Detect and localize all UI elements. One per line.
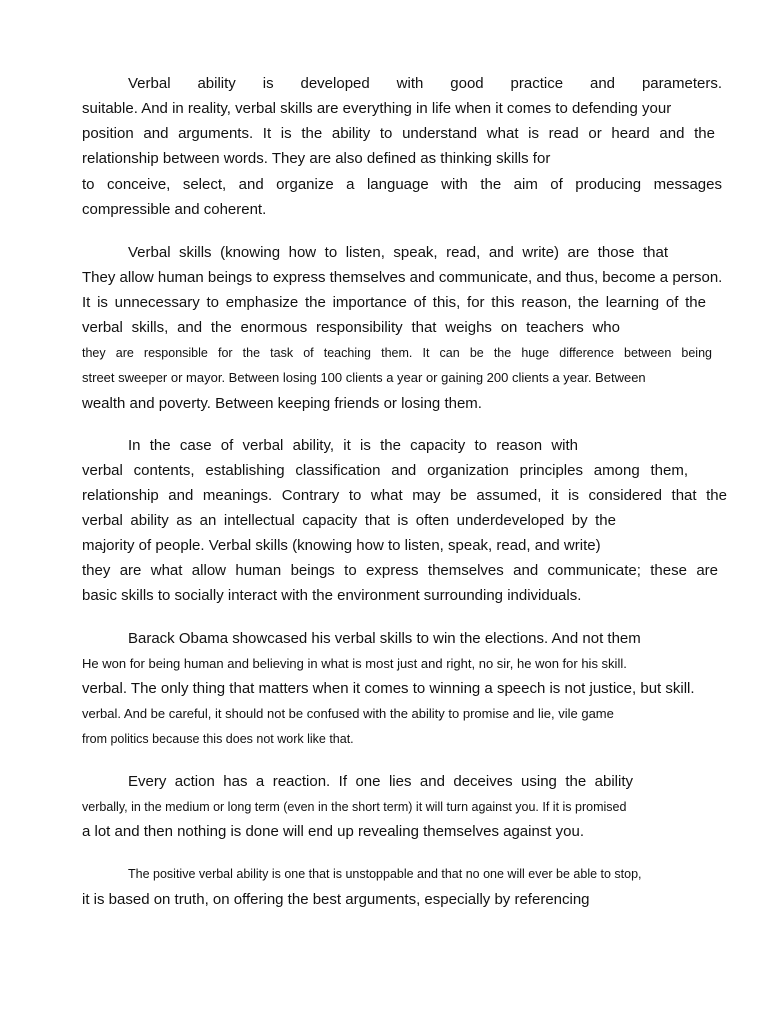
text-line: verbally, in the medium or long term (even in the short term) it will turn against you. If it is promised	[82, 800, 627, 814]
text-line: wealth and poverty. Between keeping friends or losing them.	[82, 395, 482, 412]
text-line: relationship and meanings. Contrary to what may be assumed, it is considered that the	[82, 487, 727, 504]
text-line: verbal. And be careful, it should not be confused with the ability to promise and lie, vile game	[82, 706, 614, 721]
text-line: to conceive, select, and organize a language with the aim of producing messages	[82, 176, 722, 193]
text-line: Verbal ability is developed with good practice and parameters.	[128, 75, 722, 92]
text-line: The positive verbal ability is one that is unstoppable and that no one will ever be able to stop,	[128, 867, 642, 881]
text-line: verbal ability as an intellectual capacity that is often underdeveloped by the	[82, 512, 616, 529]
text-line: verbal. The only thing that matters when it comes to winning a speech is not justice, but skill.	[82, 680, 695, 697]
text-line: position and arguments. It is the ability to understand what is read or heard and the	[82, 125, 715, 142]
text-line: they are responsible for the task of teaching them. It can be the huge difference between being	[82, 346, 712, 360]
text-line: they are what allow human beings to express themselves and communicate; these are	[82, 562, 718, 579]
text-line: Every action has a reaction. If one lies and deceives using the ability	[128, 773, 633, 790]
text-line: street sweeper or mayor. Between losing 100 clients a year or gaining 200 clients a year. Between	[82, 370, 646, 385]
text-line: verbal skills, and the enormous responsibility that weighs on teachers who	[82, 319, 620, 336]
text-line: relationship between words. They are also defined as thinking skills for	[82, 150, 551, 167]
text-line: In the case of verbal ability, it is the capacity to reason with	[128, 437, 578, 454]
text-line: a lot and then nothing is done will end up revealing themselves against you.	[82, 823, 584, 840]
text-line: compressible and coherent.	[82, 201, 267, 218]
text-line: majority of people. Verbal skills (knowing how to listen, speak, read, and write)	[82, 537, 601, 554]
text-line: They allow human beings to express themselves and communicate, and thus, become a person.	[82, 269, 723, 286]
text-line: Verbal skills (knowing how to listen, speak, read, and write) are those that	[128, 244, 668, 261]
text-line: suitable. And in reality, verbal skills are everything in life when it comes to defending your	[82, 100, 672, 117]
text-line: it is based on truth, on offering the best arguments, especially by referencing	[82, 891, 590, 908]
text-line: verbal contents, establishing classification and organization principles among them,	[82, 462, 688, 479]
text-line: He won for being human and believing in what is most just and right, no sir, he won for his skill.	[82, 656, 627, 671]
text-line: It is unnecessary to emphasize the importance of this, for this reason, the learning of the	[82, 294, 706, 311]
text-line: from politics because this does not work like that.	[82, 732, 354, 746]
text-line: Barack Obama showcased his verbal skills to win the elections. And not them	[128, 630, 641, 647]
text-line: basic skills to socially interact with the environment surrounding individuals.	[82, 587, 582, 604]
